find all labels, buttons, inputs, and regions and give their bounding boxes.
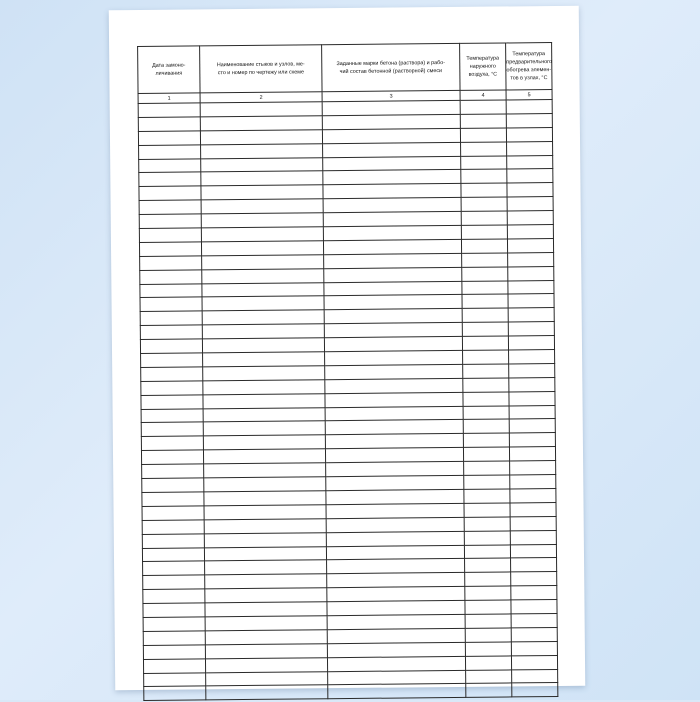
table-cell[interactable]	[326, 462, 464, 477]
column-header-preheat-temp-line-1: Температура	[512, 50, 546, 58]
table-cell[interactable]	[139, 172, 201, 186]
table-cell[interactable]	[466, 669, 512, 683]
table-header	[138, 43, 553, 104]
table-cell[interactable]	[465, 656, 511, 670]
table-cell[interactable]	[465, 586, 511, 600]
table-cell[interactable]	[462, 253, 508, 267]
table-cell[interactable]	[204, 532, 326, 547]
table-cell[interactable]	[323, 225, 461, 240]
table-cell[interactable]	[205, 560, 327, 575]
table-cell[interactable]	[507, 169, 553, 183]
table-cell[interactable]	[322, 128, 460, 143]
table-cell[interactable]	[142, 506, 204, 520]
table-cell[interactable]	[507, 155, 553, 169]
table-cell[interactable]	[202, 255, 324, 270]
table-cell[interactable]	[200, 116, 322, 131]
table-cell[interactable]	[462, 322, 508, 336]
table-cell[interactable]	[204, 546, 326, 561]
table-cell[interactable]	[141, 395, 203, 409]
table-cell[interactable]	[464, 489, 510, 503]
table-cell[interactable]	[509, 377, 555, 391]
table-cell[interactable]	[464, 461, 510, 475]
table-cell[interactable]	[323, 156, 461, 171]
table-cell[interactable]	[463, 447, 509, 461]
table-cell[interactable]	[142, 492, 204, 506]
table-cell[interactable]	[462, 267, 508, 281]
column-number-4: 4	[460, 90, 506, 100]
table-cell[interactable]	[462, 294, 508, 308]
table-cell[interactable]	[205, 574, 327, 589]
table-cell[interactable]	[325, 434, 463, 449]
table-cell[interactable]	[203, 352, 325, 367]
table-cell[interactable]	[507, 183, 553, 197]
table-cell[interactable]	[461, 197, 507, 211]
table-cell[interactable]	[143, 617, 205, 631]
table-cell[interactable]	[201, 241, 323, 256]
table-cell[interactable]	[506, 113, 552, 127]
table-cell[interactable]	[464, 517, 510, 531]
table-cell[interactable]	[323, 239, 461, 254]
column-number-1: 1	[138, 93, 200, 104]
table-cell[interactable]	[201, 185, 323, 200]
table-cell[interactable]	[139, 214, 201, 228]
table-cell[interactable]	[203, 366, 325, 381]
table-cell[interactable]	[202, 310, 324, 325]
table-cell[interactable]	[200, 102, 322, 117]
table-cell[interactable]	[203, 393, 325, 408]
table-cell[interactable]	[203, 380, 325, 395]
table-cell[interactable]	[510, 544, 556, 558]
table-cell[interactable]	[139, 242, 201, 256]
table-cell[interactable]	[511, 558, 557, 572]
column-header-air-temp-line-1: Температура	[466, 55, 500, 62]
table-cell[interactable]	[465, 558, 511, 572]
table-cell[interactable]	[509, 363, 555, 377]
table-cell[interactable]	[202, 282, 324, 297]
table-cell[interactable]	[464, 544, 510, 558]
table-cell[interactable]	[142, 547, 204, 561]
table-row[interactable]	[144, 683, 558, 701]
table-cell[interactable]	[203, 421, 325, 436]
table-cell[interactable]	[509, 350, 555, 364]
table-cell[interactable]	[461, 225, 507, 239]
table-cell[interactable]	[202, 324, 324, 339]
table-cell[interactable]	[139, 145, 201, 159]
table-cell[interactable]	[141, 353, 203, 367]
table-cell[interactable]	[202, 296, 324, 311]
table-cell[interactable]	[466, 683, 512, 697]
table-cell[interactable]	[144, 672, 206, 686]
column-header-date-line-1: Дата замоно-	[152, 62, 186, 69]
table-cell[interactable]	[142, 520, 204, 534]
table-cell[interactable]	[201, 171, 323, 186]
table-cell[interactable]	[141, 422, 203, 436]
table-cell[interactable]	[138, 117, 200, 131]
table-cell[interactable]	[509, 391, 555, 405]
column-number-3: 3	[322, 90, 460, 101]
table-cell[interactable]	[327, 587, 465, 602]
table-cell[interactable]	[506, 127, 552, 141]
table-cell[interactable]	[461, 169, 507, 183]
table-cell[interactable]	[201, 157, 323, 172]
table-cell[interactable]	[465, 572, 511, 586]
table-cell[interactable]	[511, 627, 557, 641]
table-cell[interactable]	[204, 463, 326, 478]
column-header-joints-line-1: Наименование стыков и узлов, ме-	[216, 61, 305, 69]
table-cell[interactable]	[141, 367, 203, 381]
table-cell[interactable]	[325, 364, 463, 379]
table-cell[interactable]	[508, 294, 554, 308]
table-cell[interactable]	[508, 336, 554, 350]
table-cell[interactable]	[464, 475, 510, 489]
table-cell[interactable]	[326, 517, 464, 532]
table-cell[interactable]	[465, 642, 511, 656]
table-cell[interactable]	[205, 602, 327, 617]
column-header-joints	[200, 45, 322, 93]
table-cell[interactable]	[141, 436, 203, 450]
table-cell[interactable]	[507, 141, 553, 155]
table-cell[interactable]	[507, 211, 553, 225]
table-cell[interactable]	[510, 488, 556, 502]
table-cell[interactable]	[465, 614, 511, 628]
table-cell[interactable]	[201, 199, 323, 214]
table-cell[interactable]	[461, 239, 507, 253]
table-cell[interactable]	[508, 252, 554, 266]
table-cell[interactable]	[328, 670, 466, 685]
table-cell[interactable]	[463, 350, 509, 364]
table-cell[interactable]	[512, 683, 558, 697]
table-cell[interactable]	[324, 323, 462, 338]
table-cell[interactable]	[326, 475, 464, 490]
table-cell[interactable]	[141, 408, 203, 422]
table-cell[interactable]	[201, 213, 323, 228]
table-cell[interactable]	[327, 642, 465, 657]
table-cell[interactable]	[324, 281, 462, 296]
column-number-2: 2	[200, 92, 322, 103]
table-cell[interactable]	[327, 573, 465, 588]
table-cell[interactable]	[463, 419, 509, 433]
table-cell[interactable]	[327, 600, 465, 615]
table-cell[interactable]	[143, 631, 205, 645]
table-cell[interactable]	[325, 378, 463, 393]
column-header-air-temp-line-3: воздуха, °С	[468, 71, 498, 78]
table-cell[interactable]	[508, 308, 554, 322]
table-cell[interactable]	[201, 227, 323, 242]
table-cell[interactable]	[463, 406, 509, 420]
table-cell[interactable]	[465, 628, 511, 642]
table-cell[interactable]	[463, 392, 509, 406]
table-cell[interactable]	[323, 212, 461, 227]
table-cell[interactable]	[140, 283, 202, 297]
form-table	[137, 42, 558, 701]
column-number-5: 5	[506, 90, 552, 100]
table-cell[interactable]	[510, 461, 556, 475]
table-cell[interactable]	[140, 270, 202, 284]
table-cell[interactable]	[464, 531, 510, 545]
table-cell[interactable]	[511, 655, 557, 669]
table-cell[interactable]	[460, 114, 506, 128]
table-cell[interactable]	[206, 685, 328, 700]
column-header-preheat-temp	[506, 43, 552, 90]
table-cell[interactable]	[143, 603, 205, 617]
table-cell[interactable]	[510, 475, 556, 489]
table-cell[interactable]	[461, 156, 507, 170]
table-cell[interactable]	[203, 435, 325, 450]
table-cell[interactable]	[205, 630, 327, 645]
table-cell[interactable]	[462, 336, 508, 350]
table-cell[interactable]	[325, 406, 463, 421]
table-cell[interactable]	[510, 502, 556, 516]
column-header-date	[138, 46, 200, 94]
column-header-mix-line-1: Заданные марки бетона (раствора) и рабо-	[336, 59, 446, 67]
table-cell[interactable]	[200, 130, 322, 145]
table-cell[interactable]	[327, 559, 465, 574]
column-header-preheat-temp-line-3: обогрева элемен-	[506, 67, 552, 74]
table-cell[interactable]	[462, 308, 508, 322]
table-cell[interactable]	[507, 238, 553, 252]
table-cell[interactable]	[205, 588, 327, 603]
table-cell[interactable]	[141, 381, 203, 395]
table-cell[interactable]	[142, 533, 204, 547]
table-cell[interactable]	[140, 311, 202, 325]
table-cell[interactable]	[203, 407, 325, 422]
table-cell[interactable]	[324, 253, 462, 268]
table-cell[interactable]	[138, 131, 200, 145]
table-cell[interactable]	[327, 614, 465, 629]
table-cell[interactable]	[203, 449, 325, 464]
table-cell[interactable]	[139, 228, 201, 242]
table-cell[interactable]	[325, 350, 463, 365]
table-cell[interactable]	[511, 586, 557, 600]
table-cell[interactable]	[461, 211, 507, 225]
table-cell[interactable]	[510, 516, 556, 530]
table-cell[interactable]	[507, 225, 553, 239]
table-cell[interactable]	[140, 297, 202, 311]
table-cell[interactable]	[323, 142, 461, 157]
table-cell[interactable]	[510, 530, 556, 544]
table-cell[interactable]	[204, 477, 326, 492]
table-cell[interactable]	[324, 295, 462, 310]
table-cell[interactable]	[205, 657, 327, 672]
table-cell[interactable]	[508, 280, 554, 294]
table-cell[interactable]	[139, 186, 201, 200]
table-cell[interactable]	[460, 128, 506, 142]
table-cell[interactable]	[512, 669, 558, 683]
table-cell[interactable]	[323, 184, 461, 199]
table-cell[interactable]	[202, 268, 324, 283]
table-cell[interactable]	[144, 686, 206, 700]
table-cell[interactable]	[143, 575, 205, 589]
table-cell[interactable]	[140, 256, 202, 270]
table-cell[interactable]	[507, 197, 553, 211]
table-cell[interactable]	[202, 338, 324, 353]
table-cell[interactable]	[326, 545, 464, 560]
table-cell[interactable]	[327, 628, 465, 643]
table-cell[interactable]	[508, 266, 554, 280]
table-cell[interactable]	[511, 613, 557, 627]
table-cell[interactable]	[140, 325, 202, 339]
column-header-joints-line-2: сто и номер по чертежу или схеме	[217, 69, 305, 77]
table-cell[interactable]	[508, 322, 554, 336]
table-cell[interactable]	[143, 658, 205, 672]
table-cell[interactable]	[465, 600, 511, 614]
form-table-container	[137, 42, 557, 701]
table-cell[interactable]	[143, 645, 205, 659]
table-cell[interactable]	[463, 364, 509, 378]
table-cell[interactable]	[509, 447, 555, 461]
table-cell[interactable]	[326, 489, 464, 504]
table-cell[interactable]	[325, 392, 463, 407]
table-cell[interactable]	[142, 478, 204, 492]
table-cell[interactable]	[139, 158, 201, 172]
table-cell[interactable]	[324, 337, 462, 352]
table-cell[interactable]	[322, 114, 460, 129]
table-cell[interactable]	[323, 170, 461, 185]
document-sheet	[109, 6, 586, 690]
column-header-mix	[322, 43, 460, 91]
table-cell[interactable]	[460, 100, 506, 114]
table-cell[interactable]	[143, 561, 205, 575]
column-header-preheat-temp-line-2: предварительного	[506, 58, 553, 66]
table-cell[interactable]	[140, 339, 202, 353]
table-cell[interactable]	[462, 281, 508, 295]
table-body	[138, 100, 558, 701]
table-cell[interactable]	[511, 572, 557, 586]
table-cell[interactable]	[328, 684, 466, 699]
table-cell[interactable]	[206, 671, 328, 686]
column-header-preheat-temp-line-4: тов в узлах, °С	[510, 75, 548, 82]
table-cell[interactable]	[204, 491, 326, 506]
column-header-air-temp	[460, 43, 506, 90]
table-cell[interactable]	[204, 518, 326, 533]
table-cell[interactable]	[205, 616, 327, 631]
table-cell[interactable]	[138, 103, 200, 117]
table-cell[interactable]	[325, 420, 463, 435]
table-cell[interactable]	[143, 589, 205, 603]
table-cell[interactable]	[463, 378, 509, 392]
table-cell[interactable]	[324, 267, 462, 282]
table-cell[interactable]	[204, 505, 326, 520]
table-cell[interactable]	[506, 100, 552, 114]
table-cell[interactable]	[509, 405, 555, 419]
column-header-mix-line-2: чий состав бетонной (растворной) смеси	[339, 68, 443, 76]
column-header-air-temp-line-2: наружного	[469, 63, 496, 70]
table-cell[interactable]	[139, 200, 201, 214]
table-cell[interactable]	[205, 643, 327, 658]
table-cell[interactable]	[326, 531, 464, 546]
table-cell[interactable]	[509, 433, 555, 447]
column-header-date-line-2: личивания	[155, 70, 183, 77]
table-cell[interactable]	[142, 464, 204, 478]
table-cell[interactable]	[464, 503, 510, 517]
table-cell[interactable]	[323, 198, 461, 213]
header-row	[138, 43, 552, 94]
table-cell[interactable]	[141, 450, 203, 464]
table-cell[interactable]	[461, 183, 507, 197]
table-cell[interactable]	[511, 641, 557, 655]
table-cell[interactable]	[509, 419, 555, 433]
table-cell[interactable]	[511, 600, 557, 614]
table-cell[interactable]	[463, 433, 509, 447]
table-cell[interactable]	[325, 448, 463, 463]
table-cell[interactable]	[201, 143, 323, 158]
table-cell[interactable]	[324, 309, 462, 324]
table-cell[interactable]	[322, 100, 460, 115]
table-cell[interactable]	[461, 142, 507, 156]
table-cell[interactable]	[327, 656, 465, 671]
table-cell[interactable]	[326, 503, 464, 518]
